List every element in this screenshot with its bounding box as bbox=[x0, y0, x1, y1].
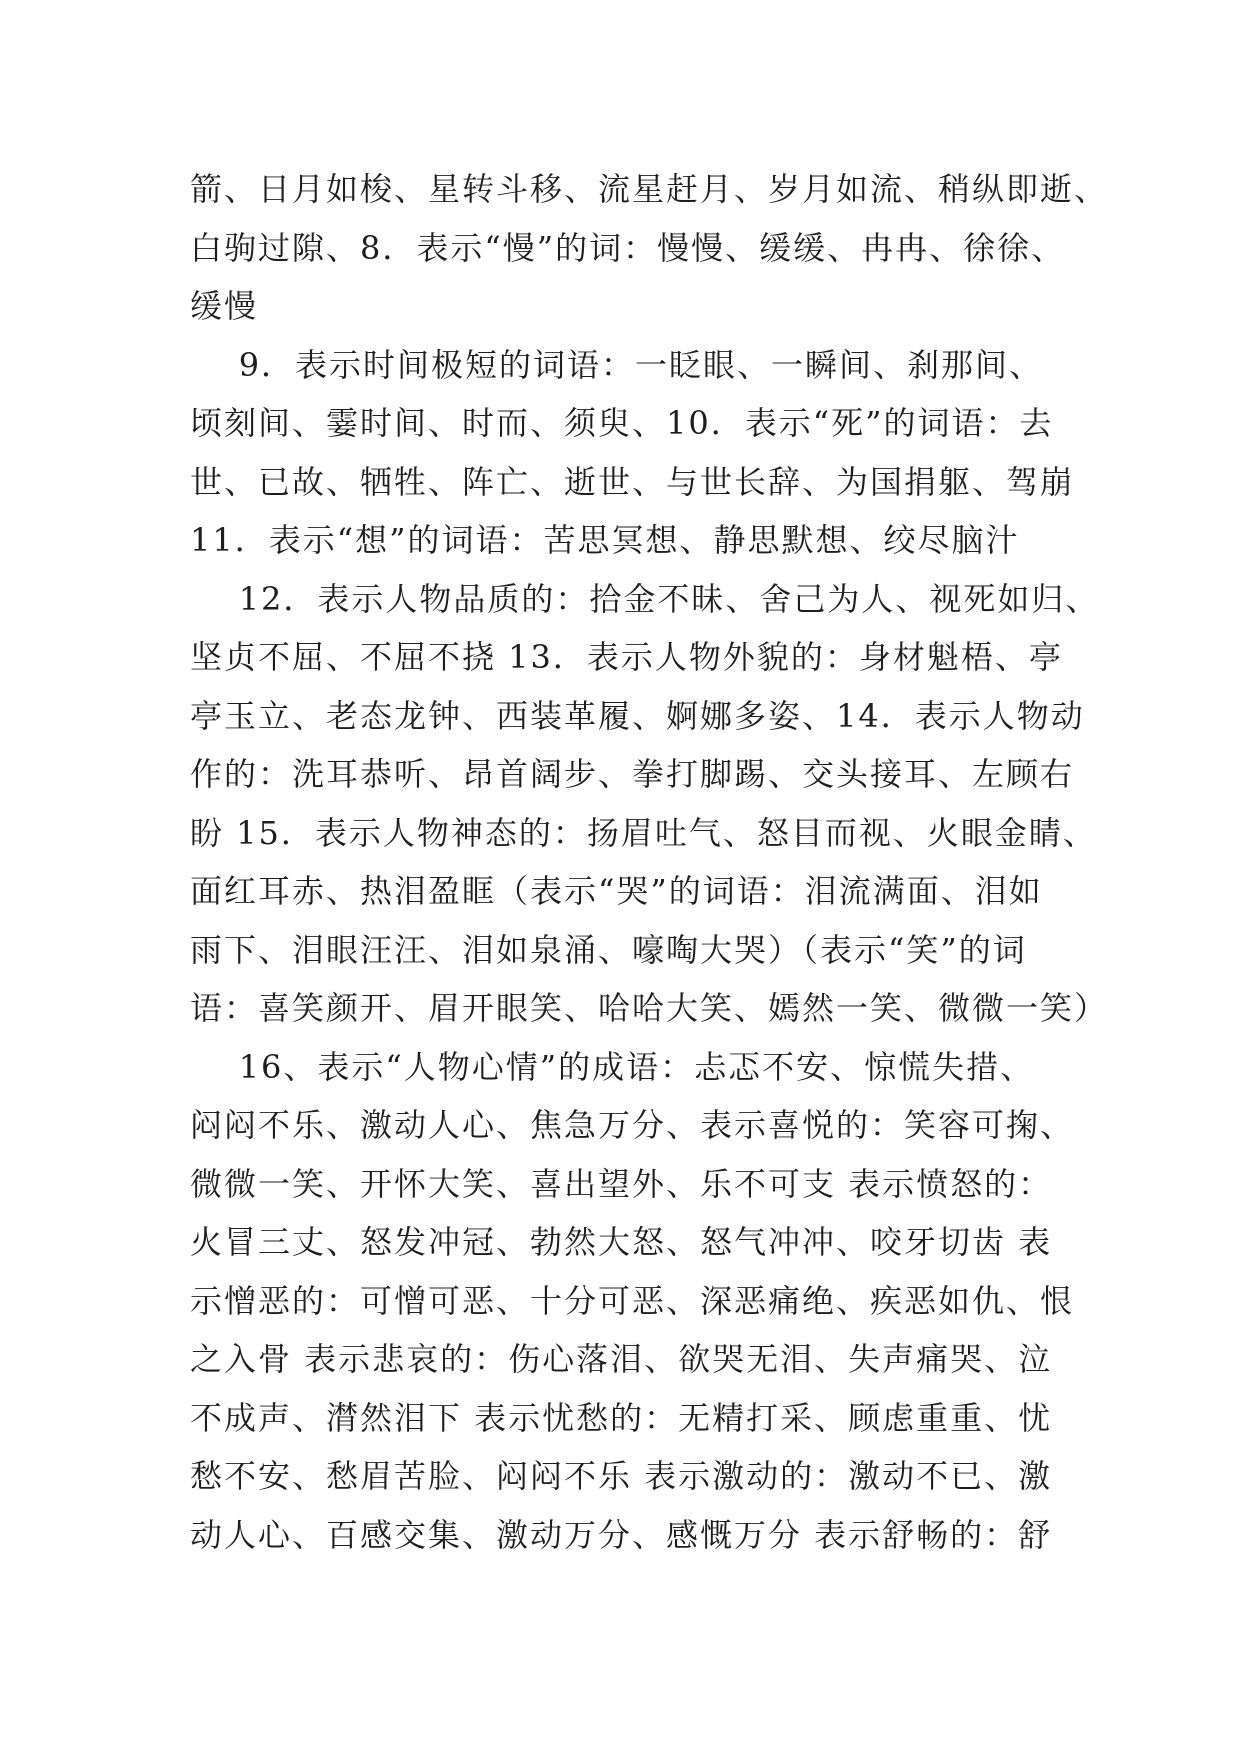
text-line: 9．表示时间极短的词语：一眨眼、一瞬间、刹那间、 bbox=[190, 345, 1044, 384]
body-text bbox=[190, 160, 1109, 1564]
text-line: 示憎恶的：可憎可恶、十分可恶、深恶痛绝、疾恶如仇、恨 bbox=[190, 1281, 1075, 1320]
text-line: 火冒三丈、怒发冲冠、勃然大怒、怒气冲冲、咬牙切齿 表 bbox=[190, 1223, 1053, 1261]
text-line: 愁不安、愁眉苦脸、闷闷不乐 表示激动的：激动不已、激 bbox=[190, 1457, 1053, 1495]
text-line: 雨下、泪眼汪汪、泪如泉涌、嚎啕大哭）（表示“笑”的词 bbox=[190, 930, 1027, 969]
text-line: 亭玉立、老态龙钟、西装革履、婀娜多姿、14．表示人物动 bbox=[190, 696, 1085, 735]
text-line: 之入骨 表示悲哀的：伤心落泪、欲哭无泪、失声痛哭、泣 bbox=[190, 1340, 1053, 1378]
text-line: 不成声、潸然泪下 表示忧愁的：无精打采、顾虑重重、忧 bbox=[190, 1398, 1053, 1437]
text-line: 缓慢 bbox=[190, 287, 259, 325]
text-line: 11．表示“想”的词语：苦思冥想、静思默想、绞尽脑汁 bbox=[190, 521, 1020, 559]
text-line: 面红耳赤、热泪盈眶（表示“哭”的词语：泪流满面、泪如 bbox=[190, 872, 1043, 910]
text-line: 闷闷不乐、激动人心、焦急万分、表示喜悦的：笑容可掬、 bbox=[190, 1106, 1075, 1144]
text-line: 白驹过隙、8．表示“慢”的词：慢慢、缓缓、冉冉、徐徐、 bbox=[190, 228, 1066, 267]
text-line: 盼 15．表示人物神态的：扬眉吐气、怒目而视、火眼金睛、 bbox=[190, 813, 1097, 852]
text-line: 语：喜笑颜开、眉开眼笑、哈哈大笑、嫣然一笑、微微一笑） bbox=[190, 989, 1109, 1027]
text-line: 世、已故、牺牲、阵亡、逝世、与世长辞、为国捐躯、驾崩 bbox=[190, 462, 1075, 501]
text-line: 12．表示人物品质的：拾金不昧、舍己为人、视死如归、 bbox=[190, 579, 1100, 618]
text-line: 作的：洗耳恭听、昂首阔步、拳打脚踢、交头接耳、左顾右 bbox=[190, 755, 1075, 793]
text-line: 箭、日月如梭、星转斗移、流星赶月、岁月如流、稍纵即逝、 bbox=[190, 170, 1109, 208]
text-line: 坚贞不屈、不屈不挠 13．表示人物外貌的：身材魁梧、亭 bbox=[190, 638, 1063, 676]
text-line: 顷刻间、霎时间、时而、须臾、10．表示“死”的词语：去 bbox=[190, 404, 1054, 442]
text-line: 动人心、百感交集、激动万分、感慨万分 表示舒畅的：舒 bbox=[190, 1515, 1053, 1554]
text-line: 16、表示“人物心情”的成语：忐忑不安、惊慌失措、 bbox=[190, 1047, 1035, 1086]
text-line: 微微一笑、开怀大笑、喜出望外、乐不可支 表示愤怒的： bbox=[190, 1164, 1053, 1203]
